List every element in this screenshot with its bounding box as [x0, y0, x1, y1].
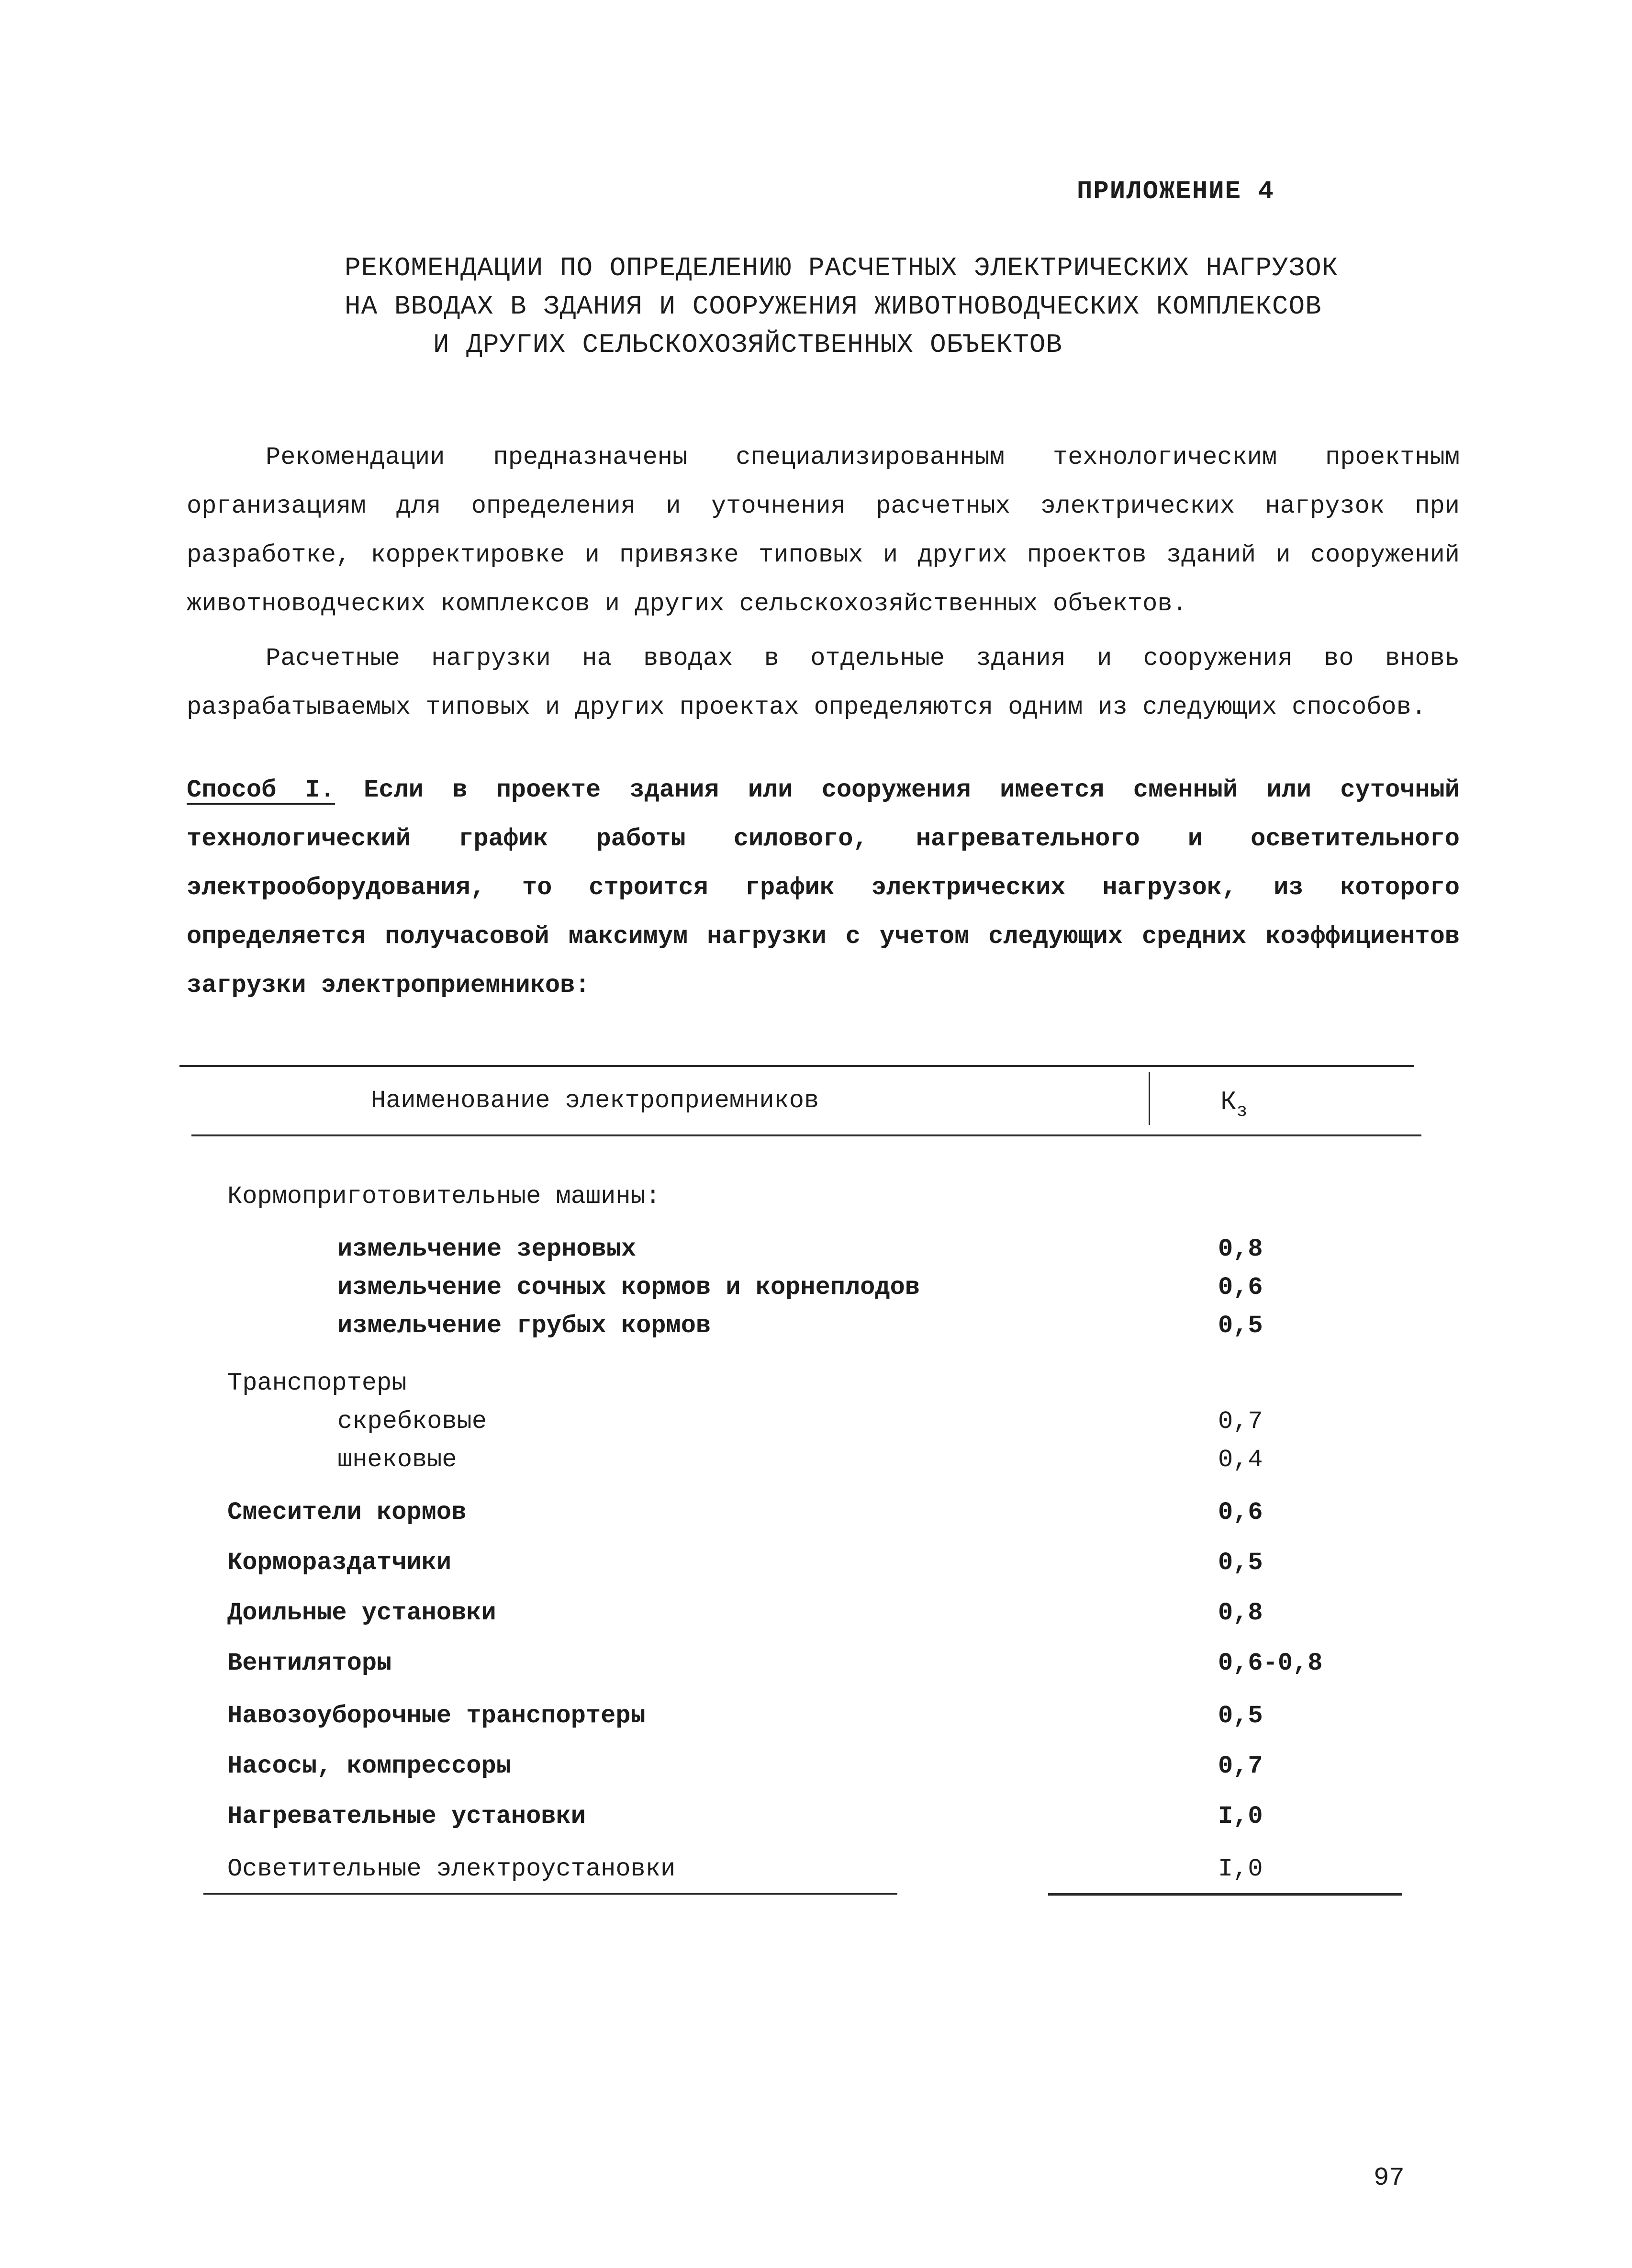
- paragraph-methods-text: Расчетные нагрузки на вводах в отдельные здания и сооружения во вновь разрабатываемых типовых и других проектах определяются одним из следующих способов.: [187, 644, 1460, 721]
- row-name: измельчение грубых кормов: [337, 1312, 711, 1340]
- row-name: Вентиляторы: [227, 1649, 392, 1677]
- row-coefficient: I,0: [1218, 1802, 1263, 1830]
- coefficient-symbol: К: [1220, 1087, 1237, 1117]
- table-header-rule: [191, 1134, 1421, 1136]
- row-name: Смесители кормов: [227, 1498, 467, 1527]
- row-name: Навозоуборочные транспортеры: [227, 1702, 646, 1730]
- row-name: Насосы, компрессоры: [227, 1752, 511, 1780]
- row-name: измельчение сочных кормов и корнеплодов: [337, 1273, 920, 1302]
- paragraph-methods: [187, 634, 1460, 732]
- paragraph-purpose: [187, 433, 1460, 629]
- row-coefficient: 0,6: [1218, 1498, 1263, 1527]
- paragraph-method-1-text: Если в проекте здания или сооружения имеется сменный или суточный технологический график работы силового, нагревательного и осветительного электрооборудования, то строится график электрических нагрузок, из которого определяется получасовой максимум нагрузки с учетом следующих средних коэффициентов загрузки электроприемников:: [187, 776, 1460, 999]
- table-header-divider: [1149, 1072, 1150, 1125]
- table-header-name: Наименование электроприемников: [371, 1087, 819, 1115]
- table-bottom-rule-left: [203, 1893, 897, 1895]
- row-coefficient: I,0: [1218, 1855, 1263, 1883]
- row-coefficient: 0,8: [1218, 1235, 1263, 1263]
- row-coefficient: 0,5: [1218, 1549, 1263, 1577]
- paragraph-method-1: [187, 766, 1460, 1010]
- document-title: [330, 249, 1339, 364]
- table-top-rule: [179, 1065, 1414, 1067]
- method-1-label: Способ I.: [187, 776, 335, 804]
- row-coefficient: 0,6: [1218, 1273, 1263, 1302]
- row-coefficient: 0,5: [1218, 1312, 1263, 1340]
- row-name: Нагревательные установки: [227, 1802, 586, 1830]
- row-name: Кормораздатчики: [227, 1549, 452, 1577]
- row-name: измельчение зерновых: [337, 1235, 637, 1263]
- row-name: Осветительные электроустановки: [227, 1855, 676, 1883]
- row-coefficient: 0,8: [1218, 1599, 1263, 1627]
- title-line-2: НА ВВОДАХ В ЗДАНИЯ И СООРУЖЕНИЯ ЖИВОТНОВОДЧЕСКИХ КОМПЛЕКСОВ: [345, 291, 1322, 322]
- row-name: Транспортеры: [227, 1369, 407, 1397]
- row-coefficient: 0,4: [1218, 1446, 1263, 1474]
- row-name: скребковые: [337, 1407, 487, 1436]
- appendix-label: ПРИЛОЖЕНИЕ 4: [1077, 177, 1274, 206]
- coefficient-subscript: з: [1236, 1101, 1248, 1122]
- table-bottom-rule-right: [1048, 1893, 1402, 1896]
- row-coefficient: 0,7: [1218, 1752, 1263, 1780]
- table-header-coefficient: [1220, 1087, 1247, 1122]
- title-line-3: И ДРУГИХ СЕЛЬСКОХОЗЯЙСТВЕННЫХ ОБЪЕКТОВ: [433, 329, 1063, 360]
- row-coefficient: 0,6-0,8: [1218, 1649, 1323, 1677]
- paragraph-purpose-text: Рекомендации предназначены специализированным технологическим проектным организациям для определения и уточнения расчетных электрических нагрузок при разработке, корректировке и привязке типовых и других проектов зданий и сооружений животноводческих комплексов и других сельскохозяйственных объектов.: [187, 443, 1460, 618]
- row-coefficient: 0,7: [1218, 1407, 1263, 1436]
- row-name: Кормоприготовительные машины:: [227, 1182, 660, 1211]
- row-name: Доильные установки: [227, 1599, 496, 1627]
- title-line-1: РЕКОМЕНДАЦИИ ПО ОПРЕДЕЛЕНИЮ РАСЧЕТНЫХ ЭЛЕКТРИЧЕСКИХ НАГРУЗОК: [345, 253, 1339, 283]
- row-name: шнековые: [337, 1446, 457, 1474]
- page-number: 97: [1374, 2164, 1405, 2193]
- row-coefficient: 0,5: [1218, 1702, 1263, 1730]
